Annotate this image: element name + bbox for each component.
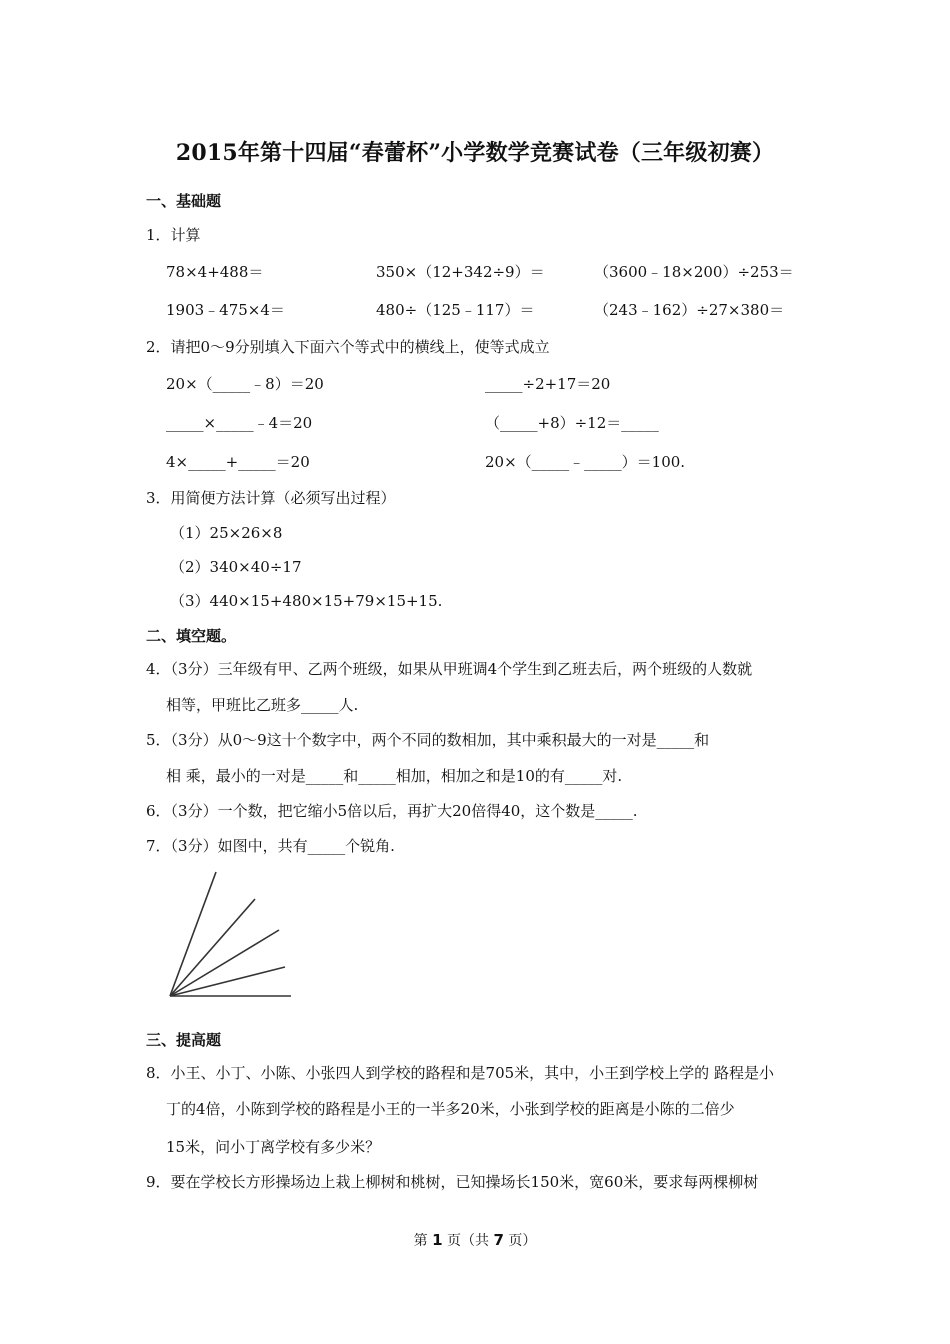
calc-expression: 78×4+488＝	[166, 263, 264, 281]
question-5-line: 5．（3分）从0～9这十个数字中，两个不同的数相加，其中乘积最大的一对是_____和	[146, 731, 710, 749]
question-2-heading: 2．请把0～9分别填入下面六个等式中的横线上，使等式成立	[146, 338, 550, 356]
fill-equation: _____÷2+17＝20	[485, 375, 611, 393]
calc-expression: 350×（12+342÷9）＝	[376, 263, 545, 281]
question-8-line: 15米，问小丁离学校有多少米？	[166, 1138, 381, 1156]
simplify-item: （3）440×15+480×15+79×15+15.	[170, 592, 443, 610]
simplify-item: （2）340×40÷17	[170, 558, 302, 576]
total-page-count: 7	[493, 1231, 504, 1249]
calc-expression: 1903﹣475×4＝	[166, 301, 285, 319]
question-4-line: 4．（3分）三年级有甲、乙两个班级，如果从甲班调4个学生到乙班去后，两个班级的人数就	[146, 660, 753, 678]
question-8-line: 丁的4倍，小陈到学校的路程是小王的一半多20米，小张到学校的距离是小陈的二倍少	[166, 1100, 735, 1118]
ray-middle	[170, 930, 279, 996]
ray-upper	[170, 899, 255, 996]
fill-equation: 4×_____+_____＝20	[166, 453, 310, 471]
question-7: 7．（3分）如图中，共有_____个锐角.	[146, 837, 395, 855]
question-3-heading: 3．用简便方法计算（必须写出过程）	[146, 489, 396, 507]
page-footer	[0, 1230, 950, 1250]
section-heading-basic: 一、基础题	[146, 192, 222, 210]
simplify-item: （1）25×26×8	[170, 524, 283, 542]
fill-equation: 20×（_____﹣8）＝20	[166, 375, 324, 393]
question-5-line: 相 乘，最小的一对是_____和_____相加，相加之和是10的有_____对.	[166, 767, 623, 785]
footer-suffix: 页）	[503, 1233, 537, 1249]
question-8-line: 8．小王、小丁、小陈、小张四人到学校的路程和是705米，其中，小王到学校上学的 路程是小	[146, 1064, 774, 1082]
question-4-line: 相等，甲班比乙班多_____人.	[166, 696, 359, 714]
footer-prefix: 第	[413, 1233, 433, 1249]
section-heading-fill: 二、填空题。	[146, 627, 237, 645]
current-page-number: 1	[432, 1231, 443, 1249]
fill-equation: 20×（_____﹣_____）＝100.	[485, 453, 686, 471]
question-1-heading: 1．计算	[146, 226, 201, 244]
question-6: 6．（3分）一个数，把它缩小5倍以后，再扩大20倍得40，这个数是_____.	[146, 802, 638, 820]
fill-equation: （_____+8）÷12＝_____	[485, 414, 659, 432]
acute-angle-figure	[160, 866, 300, 1002]
calc-expression: 480÷（125﹣117）＝	[376, 301, 535, 319]
calc-expression: （3600﹣18×200）÷253＝	[594, 263, 794, 281]
ray-top	[170, 872, 216, 996]
fill-equation: _____×_____﹣4＝20	[166, 414, 313, 432]
calc-expression: （243﹣162）÷27×380＝	[594, 301, 785, 319]
question-9-line: 9．要在学校长方形操场边上栽上柳树和桃树，已知操场长150米，宽60米，要求每两棵柳树	[146, 1173, 759, 1191]
footer-middle: 页（共	[442, 1233, 494, 1249]
page-title: 2015年第十四届“春蕾杯”小学数学竞赛试卷（三年级初赛）	[175, 140, 775, 166]
section-heading-advanced: 三、提高题	[146, 1031, 222, 1049]
ray-low	[170, 967, 285, 996]
